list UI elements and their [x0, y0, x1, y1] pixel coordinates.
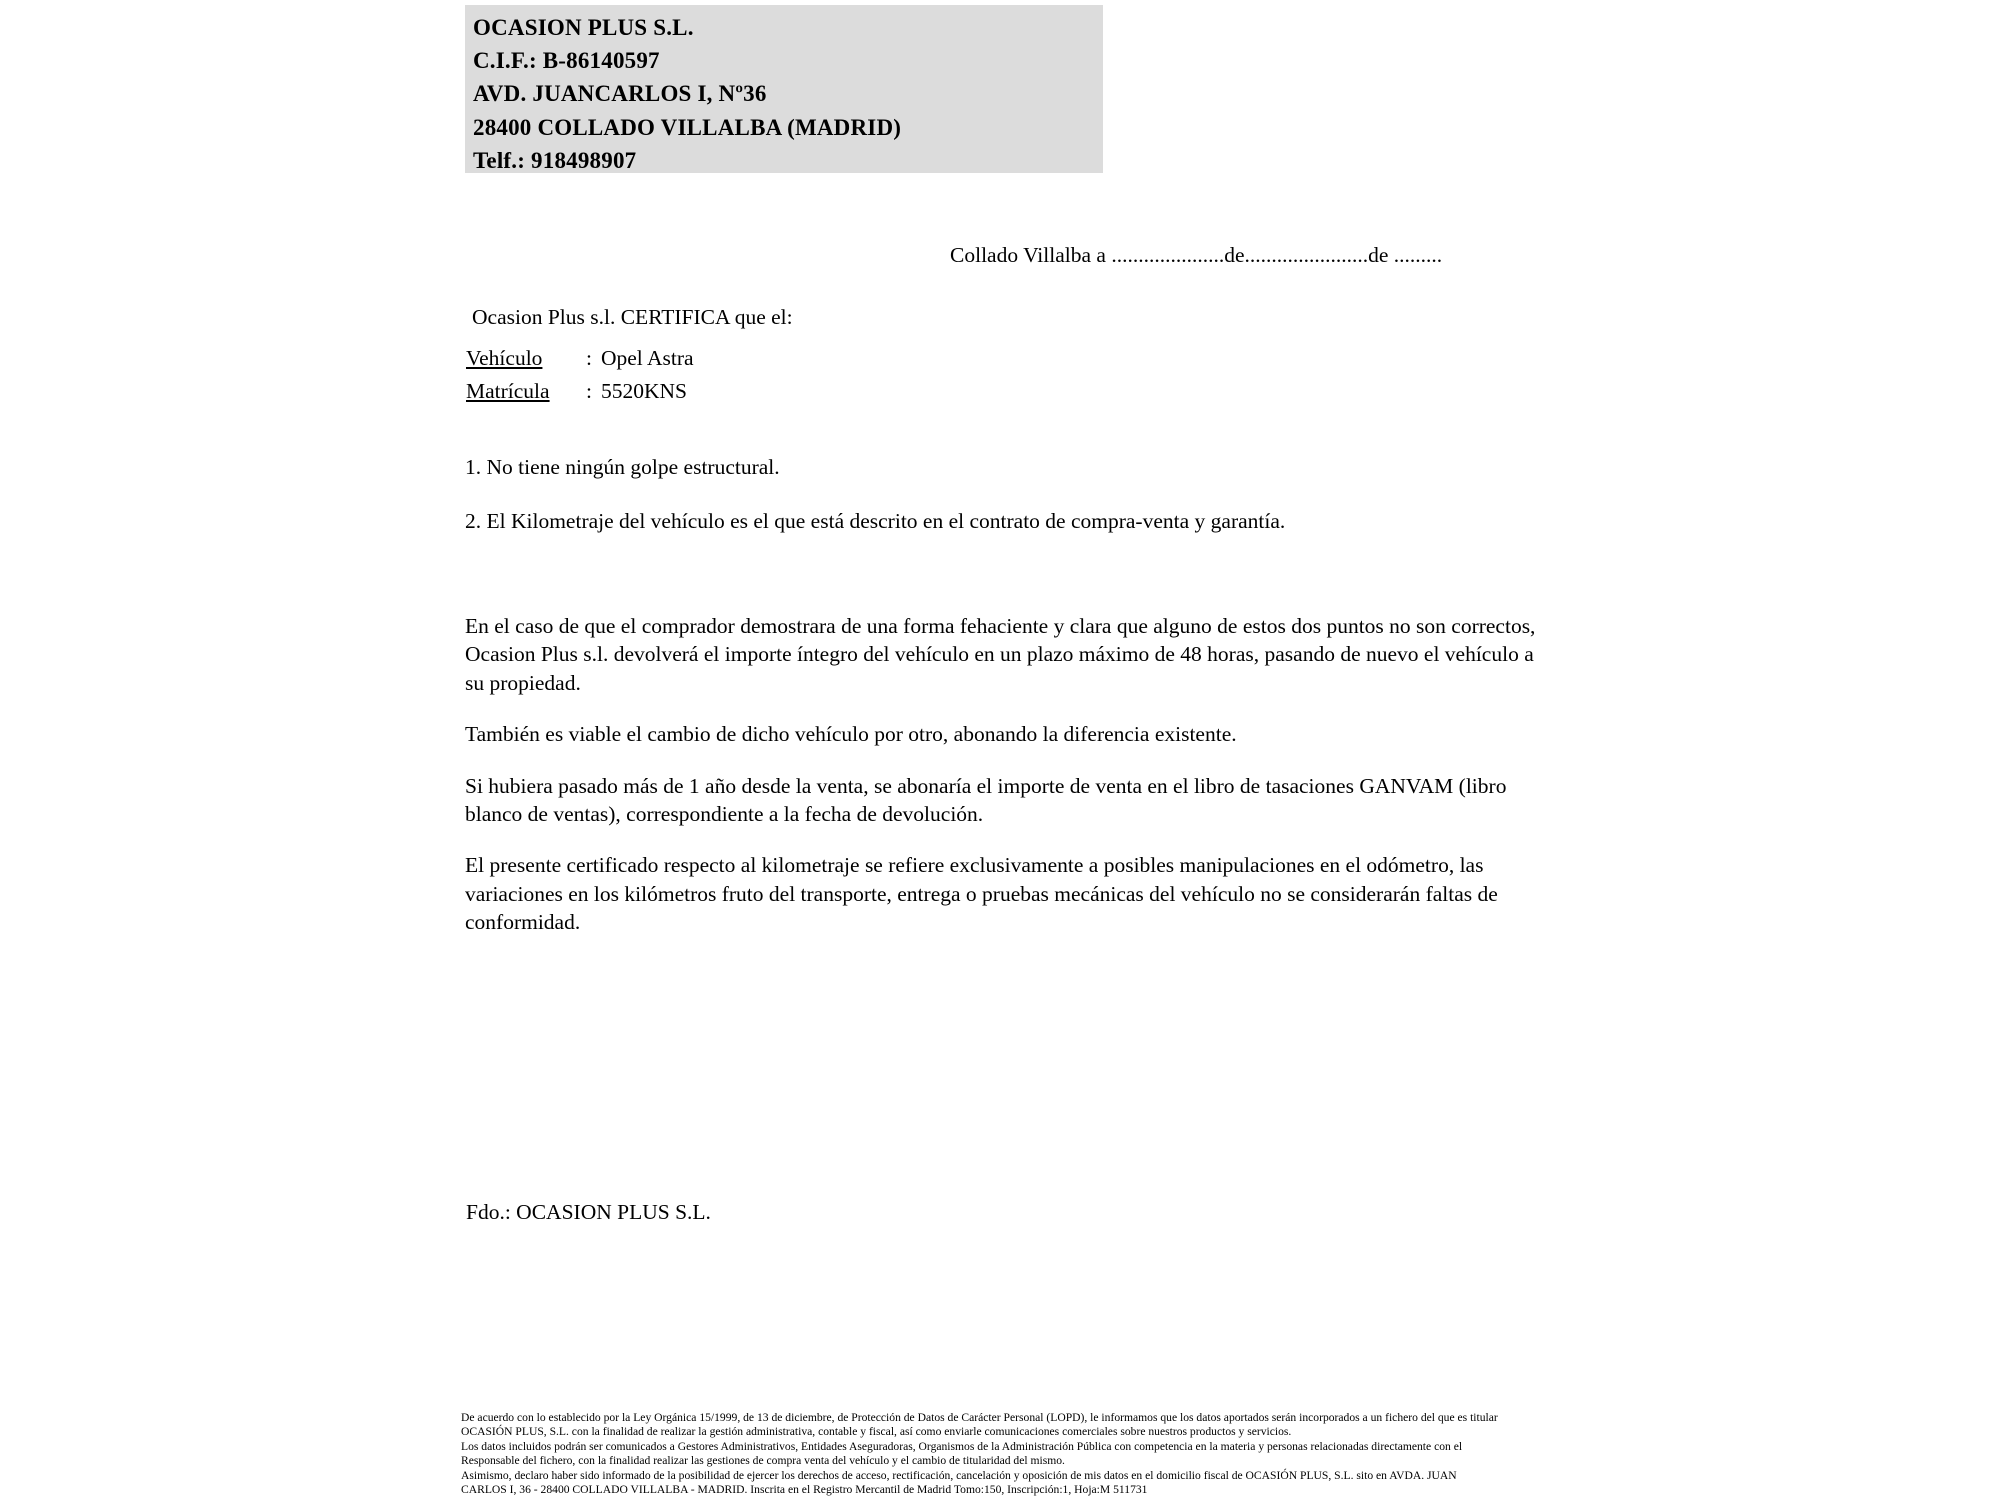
signature-line: Fdo.: OCASION PLUS S.L. [466, 1200, 711, 1224]
plate-label: Matrícula [466, 379, 550, 403]
company-name: OCASION PLUS S.L. [473, 15, 694, 40]
paragraph-refund: En el caso de que el comprador demostrara de una forma fehaciente y clara que alguno de estos dos puntos no son correctos, Ocasion Plus s.l. devolverá el importe íntegro del vehículo en un plazo máximo de 48 horas, pasando de nuevo el vehículo a su propiedad. [465, 614, 1536, 695]
paragraph-ganvam: Si hubiera pasado más de 1 año desde la venta, se abonaría el importe de venta en el libro de tasaciones GANVAM (libro blanco de ventas), correspondiente a la fecha de devolución. [465, 773, 1507, 827]
legal-line-5: Asimismo, declaro haber sido informado de la posibilidad de ejercer los derechos de acceso, rectificación, cancelación y oposición de mis datos en el domicilio fiscal de OCASIÓN PLUS, S.L. sito en AVDA. JUAN [461, 1468, 1457, 1482]
vehicle-label: Vehículo [466, 345, 543, 370]
company-phone: Telf.: 918498907 [473, 147, 637, 173]
company-cif: C.I.F.: B-86140597 [473, 48, 660, 74]
company-address: AVD. JUANCARLOS I, Nº36 [473, 81, 767, 107]
vehicle-colon: : [586, 345, 592, 370]
condition-1: 1. No tiene ningún golpe estructural. [465, 455, 780, 479]
date-fill-in-line: Collado Villalba a .....................de.......................de ......... [950, 243, 1443, 267]
legal-line-6: CARLOS I, 36 - 28400 COLLADO VILLALBA - MADRID. Inscrita en el Registro Mercantil de Madrid Tomo:150, Inscripción:1, Hoja:M 511731 [461, 1483, 1148, 1497]
vehicle-field-row [466, 342, 793, 376]
legal-line-4: Responsable del fichero, con la finalidad realizar las gestiones de compra venta del vehículo y el cambio de titularidad del mismo. [461, 1454, 1065, 1468]
legal-line-1: De acuerdo con lo establecido por la Ley Orgánica 15/1999, de 13 de diciembre, de Protección de Datos de Carácter Personal (LOPD), le informamos que los datos aportados serán incorporados a un fichero del que es titular [461, 1411, 1498, 1424]
legal-line-3: Los datos incluidos podrán ser comunicados a Gestores Administrativos, Entidades Aseguradoras, Organismos de la Administración Pública con competencia en la materia y personas relacionadas directamente con el [461, 1439, 1463, 1453]
legal-footer [461, 1411, 1571, 1497]
company-header-block [465, 5, 1103, 173]
plate-value: 5520KNS [600, 379, 687, 403]
vehicle-label-wrap [466, 342, 586, 376]
vehicle-value: Opel Astra [600, 345, 694, 370]
legal-line-2: OCASIÓN PLUS, S.L. con la finalidad de realizar la gestión administrativa, contable y fiscal, así como enviarle comunicaciones comerciales sobre nuestros productos y servicios. [461, 1425, 1292, 1439]
certificate-intro: Ocasion Plus s.l. CERTIFICA que el: [472, 305, 793, 329]
paragraph-odometer: El presente certificado respecto al kilometraje se refiere exclusivamente a posibles manipulaciones en el odómetro, las variaciones en los kilómetros fruto del transporte, entrega o pruebas mecánicas del vehículo no se considerarán faltas de conformidad. [465, 853, 1498, 935]
paragraph-exchange: También es viable el cambio de dicho vehículo por otro, abonando la diferencia existente. [465, 722, 1237, 747]
plate-field-row [466, 375, 793, 409]
plate-label-wrap [466, 375, 586, 409]
plate-colon: : [586, 379, 592, 403]
body-paragraphs [465, 612, 1549, 960]
company-city: 28400 COLLADO VILLALBA (MADRID) [473, 114, 902, 140]
certificate-block [466, 301, 793, 409]
condition-2: 2. El Kilometraje del vehículo es el que está descrito en el contrato de compra-venta y garantía. [465, 509, 1286, 533]
